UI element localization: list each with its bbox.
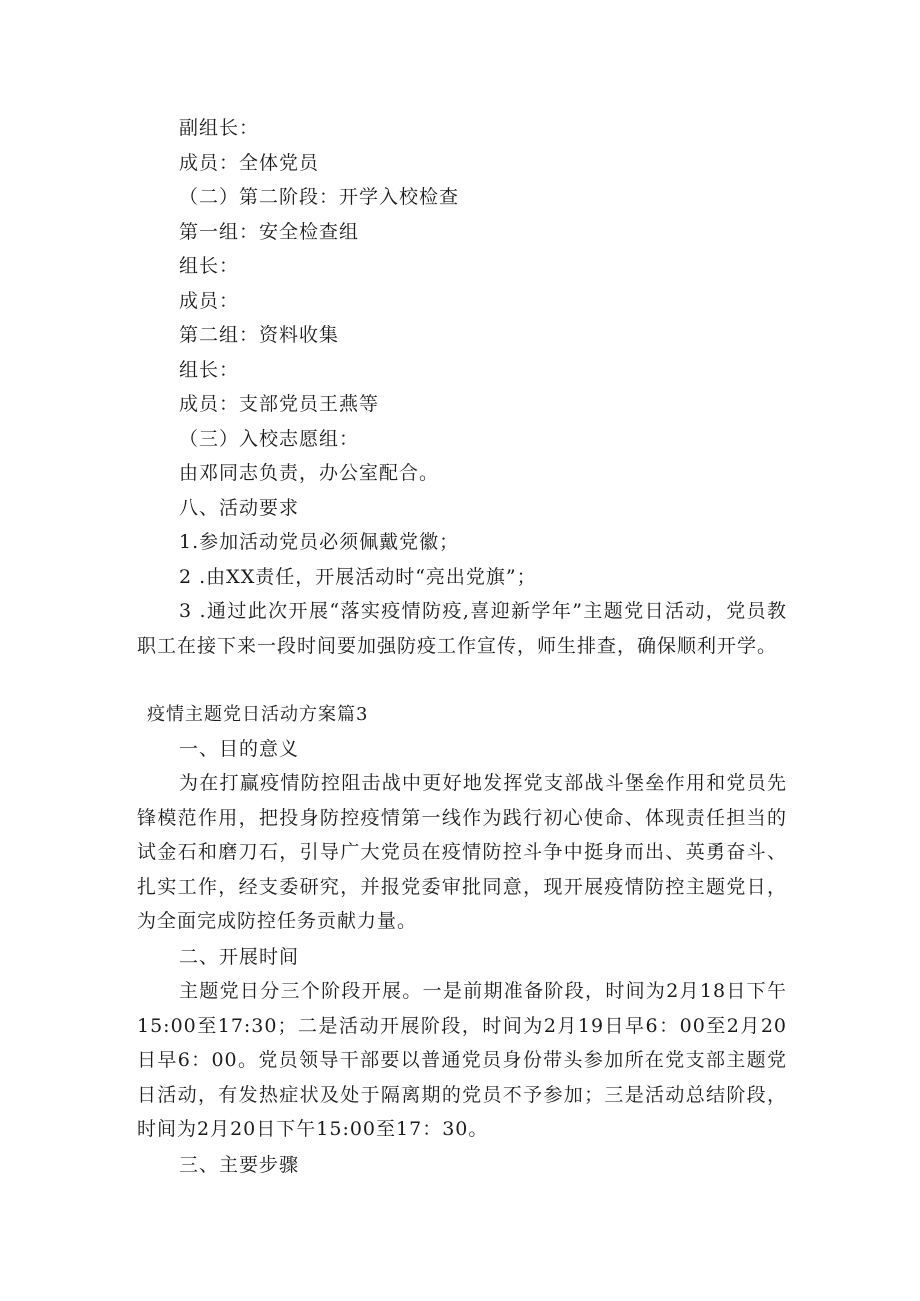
- text-line: 组长：: [179, 359, 240, 381]
- text-line: 副组长：: [179, 117, 260, 139]
- text-line: 成员：支部党员王燕等: [179, 393, 380, 415]
- section-title: 疫情主题党日活动方案篇3: [147, 704, 369, 725]
- heading-time: 二、开展时间: [179, 946, 300, 968]
- text-line: 由邓同志负责，办公室配合。: [179, 462, 440, 484]
- text-line: 成员：: [179, 290, 240, 312]
- requirement-item: 2 .由XX责任，开展活动时“亮出党旗”；: [179, 566, 537, 588]
- paragraph-purpose: 为在打赢疫情防控阻击战中更好地发挥党支部战斗堡垒作用和党员先锋模范作用，把投身防控疫情第一线作为践行初心使命、体现责任担当的试金石和磨刀石，引导广大党员在疫情防控斗争中挺身而出、英勇奋斗、扎实工作，经支委研究，并报党委审批同意，现开展疫情防控主题党日，为全面完成防控任务贡献力量。: [137, 772, 787, 933]
- text-line: （三）入校志愿组：: [179, 428, 360, 450]
- text-line: （二）第二阶段：开学入校检查: [179, 186, 460, 208]
- heading-requirements: 八、活动要求: [179, 497, 300, 519]
- heading-purpose: 一、目的意义: [179, 738, 300, 760]
- text-line: 成员：全体党员: [179, 152, 320, 174]
- text-line: 第一组：安全检查组: [179, 221, 360, 243]
- paragraph-time: 主题党日分三个阶段开展。一是前期准备阶段，时间为2月18日下午15:00至17:30；二是活动开展阶段，时间为2月19日早6：00至2月20日早6：00。党员领导干部要以普通党员身份带头参加所在党支部主题党日活动，有发热症状及处于隔离期的党员不予参加；三是活动总结阶段，时间为2月20日下午15:00至17：30。: [137, 980, 787, 1141]
- requirement-item: 1.参加活动党员必须佩戴党徽；: [179, 531, 460, 553]
- requirement-item-3: 3 .通过此次开展“落实疫情防疫,喜迎新学年”主题党日活动，党员教职工在接下来一段时间要加强防疫工作宣传，师生排查，确保顺利开学。: [137, 600, 787, 657]
- heading-steps: 三、主要步骤: [179, 1154, 300, 1176]
- text-line: 第二组：资料收集: [179, 324, 340, 346]
- text-line: 组长：: [179, 255, 240, 277]
